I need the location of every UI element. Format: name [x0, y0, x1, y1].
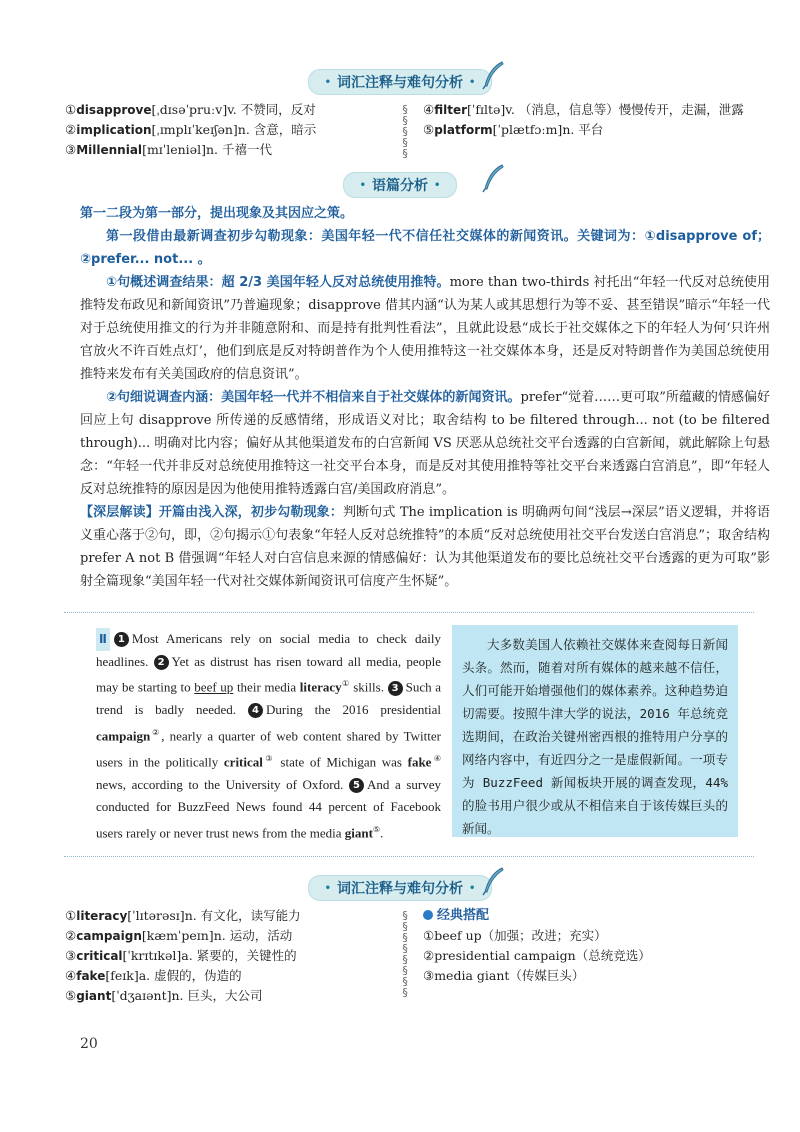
divider: [64, 612, 754, 613]
vocab-item: ③Millennial[mɪˈleniəl]n. 千禧一代: [65, 142, 272, 157]
vocab-item: ①literacy[ˈlɪtərəsɪ]n. 有文化，读写能力: [65, 908, 301, 923]
collocation-item: ①beef up（加强；改进；充实）: [423, 928, 607, 943]
section-header-label: 语篇分析: [372, 178, 428, 194]
vocab-item: ④fake[feɪk]a. 虚假的，伪造的: [65, 968, 242, 983]
section-header-pill: • 词汇注释与难句分析 •: [308, 875, 493, 901]
vocab-item: ②implication[ˌɪmplɪˈkeɪʃən]n. 含意，暗示: [65, 122, 317, 137]
vocab-item: ①disapprove[ˌdɪsəˈpruːv]v. 不赞同，反对: [65, 102, 316, 117]
paragraph-title: 第一段借由最新调查初步勾勒现象：美国年轻一代不信任社交媒体的新闻资讯。关键词为：①disapprove of；②prefer... not... 。: [80, 229, 770, 267]
section-header-vocab: [300, 70, 500, 94]
vocab-list-right: [423, 100, 773, 140]
vocab-item: ⑤platform[ˈplætfɔːm]n. 平台: [423, 122, 604, 137]
collocation-item: ②presidential campaign（总统竞选）: [423, 948, 651, 963]
sentence-2-analysis: ②句细说调查内涵：美国年轻一代并不相信来自于社交媒体的新闻资讯。prefer“觉着……更可取”所蕴藏的情感偏好回应上句 disapprove 所传递的反感情绪，形成语义对比；取舍结构 to be filtered through... not (to be filtered through)... 明确对比内容；偏好从其他渠道发布的白宫新闻 VS 厌恶从总统社交平台透露的白宫新闻，就此解除上句悬念：“年轻一代并非反对总统使用推特这一社交平台本身，而是反对其使用推特等社交平台来透露白宫消息”，即“年轻人反对总统推特的原因是因为他使用推特透露白宫/美国政府消息”。: [80, 390, 770, 497]
page-number: 20: [80, 1036, 98, 1052]
quill-icon: [480, 866, 506, 896]
vocab-item: ④filter[ˈfɪltə]v. （消息，信息等）慢慢传开，走漏，泄露: [423, 102, 744, 117]
part-title: 第一二段为第一部分，提出现象及其因应之策。: [80, 206, 354, 221]
sentence-number: 3: [388, 681, 403, 696]
discourse-analysis: [80, 202, 770, 593]
section-header-label: 词汇注释与难句分析: [337, 75, 463, 91]
spiral-divider: § § § § §: [401, 103, 409, 160]
section-header-pill: • 词汇注释与难句分析 •: [308, 69, 493, 95]
sentence-number: 1: [114, 632, 129, 647]
section-header-pill: • 语篇分析 •: [343, 172, 458, 198]
spiral-divider: § § § § § § § §: [401, 909, 409, 999]
translation-box: 大多数美国人依赖社交媒体来查阅每日新闻头条。然而，随着对所有媒体的越来越不信任，人们可能开始增强他们的媒体素养。这种趋势迫切需要。按照牛津大学的说法，2016 年总统竞选期间，在政治关键州密西根的推特用户分享的网络内容中，有近四分之一是虚假新闻。一项专为 BuzzFeed 新闻板块开展的调查发现，44% 的脸书用户很少或从不相信来自于该传媒巨头的新闻。: [452, 625, 738, 837]
vocab-item: ⑤giant[ˈdʒaɪənt]n. 巨头，大公司: [65, 988, 263, 1003]
section-header-label: 词汇注释与难句分析: [337, 881, 463, 897]
deep-interpretation: 【深层解读】开篇由浅入深，初步勾勒现象：判断句式 The implication is 明确两句间“浅层→深层”语义逻辑，并将语义重心落于②句，即，②句揭示①句表象“年轻人反对总统推特”的本质“反对总统使用社交平台发送白宫消息”；取舍结构 prefer A not B 借强调“年轻人对白宫信息来源的情感偏好：认为其他渠道发布的要比总统社交平台透露的更为可取”影射全篇现象“美国年轻一代对社交媒体新闻资讯可信度产生怀疑”。: [80, 505, 770, 589]
divider: [64, 856, 754, 857]
quill-icon: [480, 163, 506, 193]
section-header-vocab-2: [300, 876, 500, 900]
vocab-item: ②campaign[kæmˈpeɪn]n. 运动，活动: [65, 928, 293, 943]
section-header-analysis: [300, 173, 500, 197]
passage-text: Ⅱ 1 Most Americans rely on social media to check daily headlines. 2 Yet as distrust has risen toward all media, people may be starting to beef up their media literacy① skills. 3 Such a trend is badly needed. 4 During the 2016 presidential campaign②, nearly a quarter of web content shared by Twitter users in the politically critical③ state of Michigan was fake④ news, according to the University of Oxford. 5 And a survey conducted for BuzzFeed News found 44 percent of Facebook users rarely or never trust news from the media giant⑤.: [96, 628, 441, 845]
sentence-number: 2: [154, 655, 169, 670]
collocations-title-row: 经典搭配: [423, 906, 753, 926]
paragraph-marker: Ⅱ: [96, 628, 110, 651]
collocation-item: ③media giant（传媒巨头）: [423, 968, 585, 983]
collocations: [423, 906, 753, 986]
vocab-list-2: [65, 906, 395, 1006]
vocab-list-left: [65, 100, 395, 160]
sentence-number: 4: [248, 703, 263, 718]
vocab-item: ③critical[ˈkrɪtɪkəl]a. 紧要的，关键性的: [65, 948, 297, 963]
sentence-number: 5: [349, 778, 364, 793]
quill-icon: [480, 60, 506, 90]
sentence-1-analysis: ①句概述调查结果：超 2/3 美国年轻人反对总统使用推特。more than two-thirds 衬托出“年轻一代反对总统使用推特发布政见和新闻资讯”乃普遍现象；disapprove 借其内涵“认为某人或其思想行为等不妥、甚至错误”暗示“年轻一代对于总统使用推文的行为并非随意附和、而是持有批判性看法”，且就此设悬“成长于社交媒体之下的年轻人为何‘只许州官放火不许百姓点灯’，他们到底是反对特朗普作为个人使用推特这一社交媒体本身，还是反对特朗普作为美国总统使用推特来发布有关美国政府的信息资讯”。: [80, 275, 770, 382]
bullet-icon: [423, 910, 433, 920]
